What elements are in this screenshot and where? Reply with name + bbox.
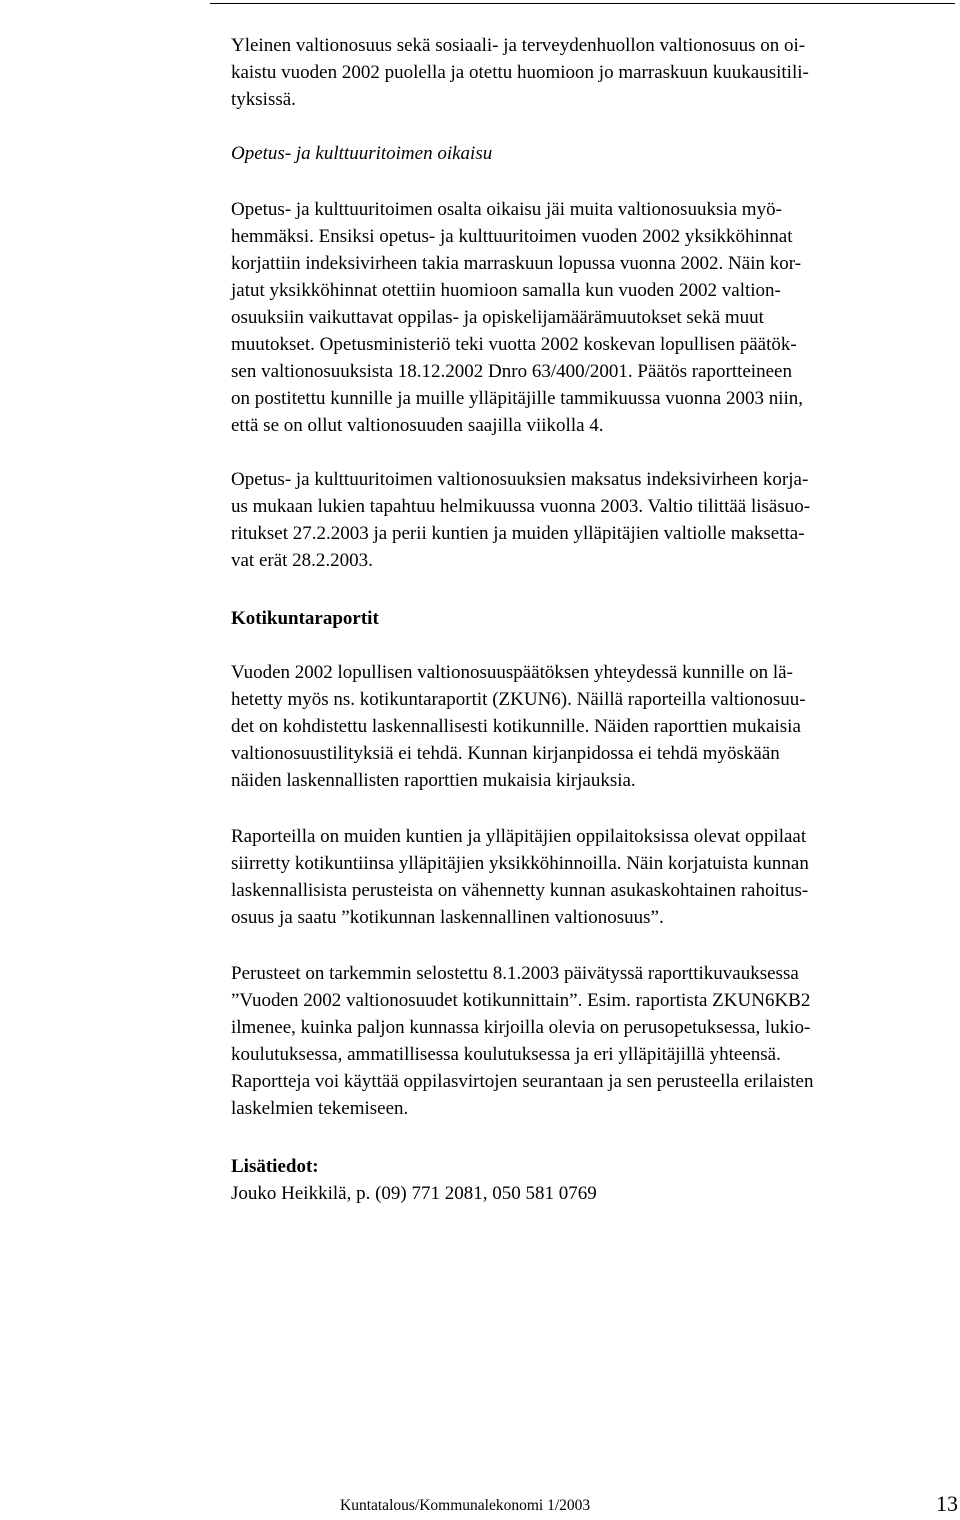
section-heading: Kotikuntaraportit	[231, 608, 379, 629]
text-line: koulutuksessa, ammatillisessa koulutuksessa ja eri ylläpitäjillä yhteensä.	[231, 1044, 781, 1065]
text-line: det on kohdistettu laskennallisesti kotikunnille. Näiden raporttien mukaisia	[231, 716, 801, 737]
text-line: ilmenee, kuinka paljon kunnassa kirjoilla olevia on perusopetuksessa, lukio-	[231, 1017, 811, 1038]
text-line: sen valtionosuuksista 18.12.2002 Dnro 63/400/2001. Päätös raportteineen	[231, 361, 792, 382]
footer-publication: Kuntatalous/Kommunalekonomi 1/2003	[340, 1497, 591, 1514]
text-line: siirretty kotikuntiinsa ylläpitäjien yksikköhinnoilla. Näin korjatuista kunnan	[231, 853, 809, 874]
text-line: vat erät 28.2.2003.	[231, 550, 373, 571]
text-line: ritukset 27.2.2003 ja perii kuntien ja muiden ylläpitäjien valtiolle maksetta-	[231, 523, 805, 544]
text-line: hemmäksi. Ensiksi opetus- ja kulttuuritoimen vuoden 2002 yksikköhinnat	[231, 226, 793, 247]
page-number: 13	[936, 1491, 958, 1516]
text-line: Vuoden 2002 lopullisen valtionosuuspäätöksen yhteydessä kunnille on lä-	[231, 662, 793, 683]
text-line: korjattiin indeksivirheen takia marraskuun lopussa vuonna 2002. Näin kor-	[231, 253, 802, 274]
text-line: osuuksiin vaikuttavat oppilas- ja opiskelijamäärämuutokset sekä muut	[231, 307, 764, 328]
text-line: että se on ollut valtionosuuden saajilla viikolla 4.	[231, 415, 604, 436]
text-line: ”Vuoden 2002 valtionosuudet kotikunnittain”. Esim. raportista ZKUN6KB2	[231, 990, 811, 1011]
text-line: Opetus- ja kulttuuritoimen osalta oikaisu jäi muita valtionosuuksia myö-	[231, 199, 782, 220]
text-line: Raportteja voi käyttää oppilasvirtojen seurantaan ja sen perusteella erilaisten	[231, 1071, 814, 1092]
text-line: muutokset. Opetusministeriö teki vuotta 2002 koskevan lopullisen päätök-	[231, 334, 797, 355]
text-line: näiden laskennallisten raporttien mukaisia kirjauksia.	[231, 770, 636, 791]
text-line: Opetus- ja kulttuuritoimen valtionosuuksien maksatus indeksivirheen korja-	[231, 469, 809, 490]
text-line: Perusteet on tarkemmin selostettu 8.1.2003 päivätyssä raporttikuvauksessa	[231, 963, 799, 984]
text-line: on postitettu kunnille ja muille ylläpitäjille tammikuussa vuonna 2003 niin,	[231, 388, 804, 409]
contact-heading: Lisätiedot:	[231, 1156, 319, 1177]
text-line: hetetty myös ns. kotikuntaraportit (ZKUN6). Näillä raporteilla valtionosuu-	[231, 689, 806, 710]
text-line: Yleinen valtionosuus sekä sosiaali- ja terveydenhuollon valtionosuus on oi-	[231, 35, 806, 56]
text-line: us mukaan lukien tapahtuu helmikuussa vuonna 2003. Valtio tilittää lisäsuo-	[231, 496, 811, 517]
text-line: valtionosuustilityksiä ei tehdä. Kunnan kirjanpidossa ei tehdä myöskään	[231, 743, 780, 764]
contact-line: Jouko Heikkilä, p. (09) 771 2081, 050 581 0769	[231, 1183, 597, 1204]
text-line: laskennallisista perusteista on vähennetty kunnan asukaskohtainen rahoitus-	[231, 880, 809, 901]
section-subheading: Opetus- ja kulttuuritoimen oikaisu	[231, 143, 493, 164]
text-line: Raporteilla on muiden kuntien ja ylläpitäjien oppilaitoksissa olevat oppilaat	[231, 826, 807, 847]
text-line: tyksissä.	[231, 89, 296, 110]
text-line: laskelmien tekemiseen.	[231, 1098, 409, 1119]
text-line: kaistu vuoden 2002 puolella ja otettu huomioon jo marraskuun kuukausitili-	[231, 62, 809, 83]
text-line: jatut yksikköhinnat otettiin huomioon samalla kun vuoden 2002 valtion-	[231, 280, 781, 301]
text-line: osuus ja saatu ”kotikunnan laskennallinen valtionosuus”.	[231, 907, 664, 928]
top-rule	[210, 3, 955, 4]
